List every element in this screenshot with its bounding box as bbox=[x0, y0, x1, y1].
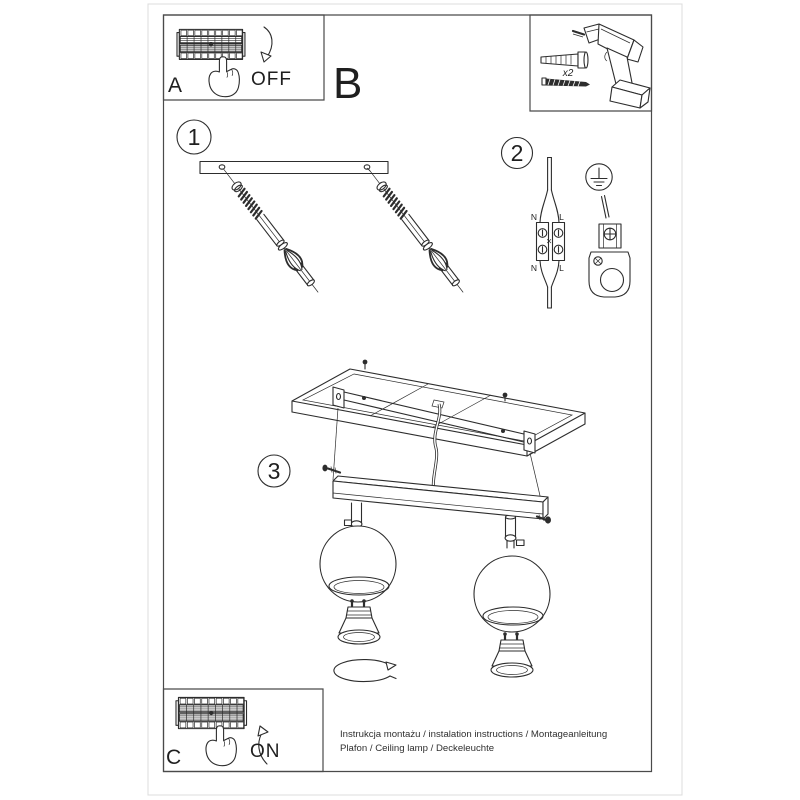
footer-text bbox=[340, 729, 607, 754]
section-b-label: B bbox=[333, 59, 363, 108]
anchor-assembly-left bbox=[218, 164, 324, 296]
ground-terminal-icon bbox=[589, 196, 630, 298]
step-3 bbox=[258, 360, 585, 682]
step-3-badge bbox=[258, 455, 290, 487]
gu10-bulb-right bbox=[491, 632, 533, 677]
terminal-label-l-bottom: L bbox=[559, 263, 564, 273]
alignment-line-right bbox=[530, 453, 541, 500]
breaker-panel-icon bbox=[177, 29, 245, 59]
ground-symbol-icon bbox=[586, 164, 612, 190]
anchor-assembly-right bbox=[363, 164, 469, 296]
arrow-curved-down-icon bbox=[261, 27, 272, 62]
terminal-label-n-top: N bbox=[530, 212, 538, 222]
step-3-number: 3 bbox=[267, 458, 281, 484]
step-2-badge bbox=[502, 138, 533, 169]
wall-plug-icon bbox=[541, 52, 588, 68]
lamp-base bbox=[333, 476, 548, 519]
breaker-panel-icon bbox=[176, 697, 247, 728]
power-on-panel bbox=[164, 689, 324, 772]
mounting-bar bbox=[200, 162, 388, 174]
plate-screw-left bbox=[363, 360, 368, 365]
rotate-arrow-icon bbox=[334, 660, 396, 682]
supply-wire-diagram bbox=[531, 158, 565, 309]
footer-line-1: Instrukcja montażu / instalation instructions / Montageanleitung bbox=[340, 729, 608, 740]
fixing-screw-left bbox=[322, 465, 340, 474]
off-label: OFF bbox=[251, 69, 292, 90]
box-a-label: A bbox=[168, 74, 183, 97]
plate-screw-right bbox=[503, 393, 508, 398]
quantity-label: x2 bbox=[562, 68, 574, 79]
power-off-panel bbox=[164, 15, 325, 100]
step-1-badge bbox=[177, 120, 211, 154]
step-2 bbox=[502, 138, 631, 309]
pointing-hand-icon bbox=[209, 57, 239, 97]
gu10-bulb-left bbox=[338, 599, 380, 644]
lamp-arm-right bbox=[505, 515, 524, 548]
lamp-sphere-right bbox=[474, 556, 550, 632]
step-1-number: 1 bbox=[187, 124, 201, 150]
parts-box bbox=[530, 15, 652, 111]
lamp-sphere-left bbox=[320, 526, 396, 602]
on-label: ON bbox=[250, 741, 281, 762]
mounting-screw-icon bbox=[542, 78, 590, 87]
step-1 bbox=[177, 120, 469, 297]
terminal-label-l-top: L bbox=[559, 212, 564, 222]
footer-line-2: Plafon / Ceiling lamp / Deckeleuchte bbox=[340, 743, 495, 754]
box-c-label: C bbox=[166, 746, 182, 769]
pointing-hand-icon bbox=[206, 726, 236, 766]
step-2-number: 2 bbox=[510, 140, 524, 166]
terminal-label-n-bottom: N bbox=[530, 263, 538, 273]
